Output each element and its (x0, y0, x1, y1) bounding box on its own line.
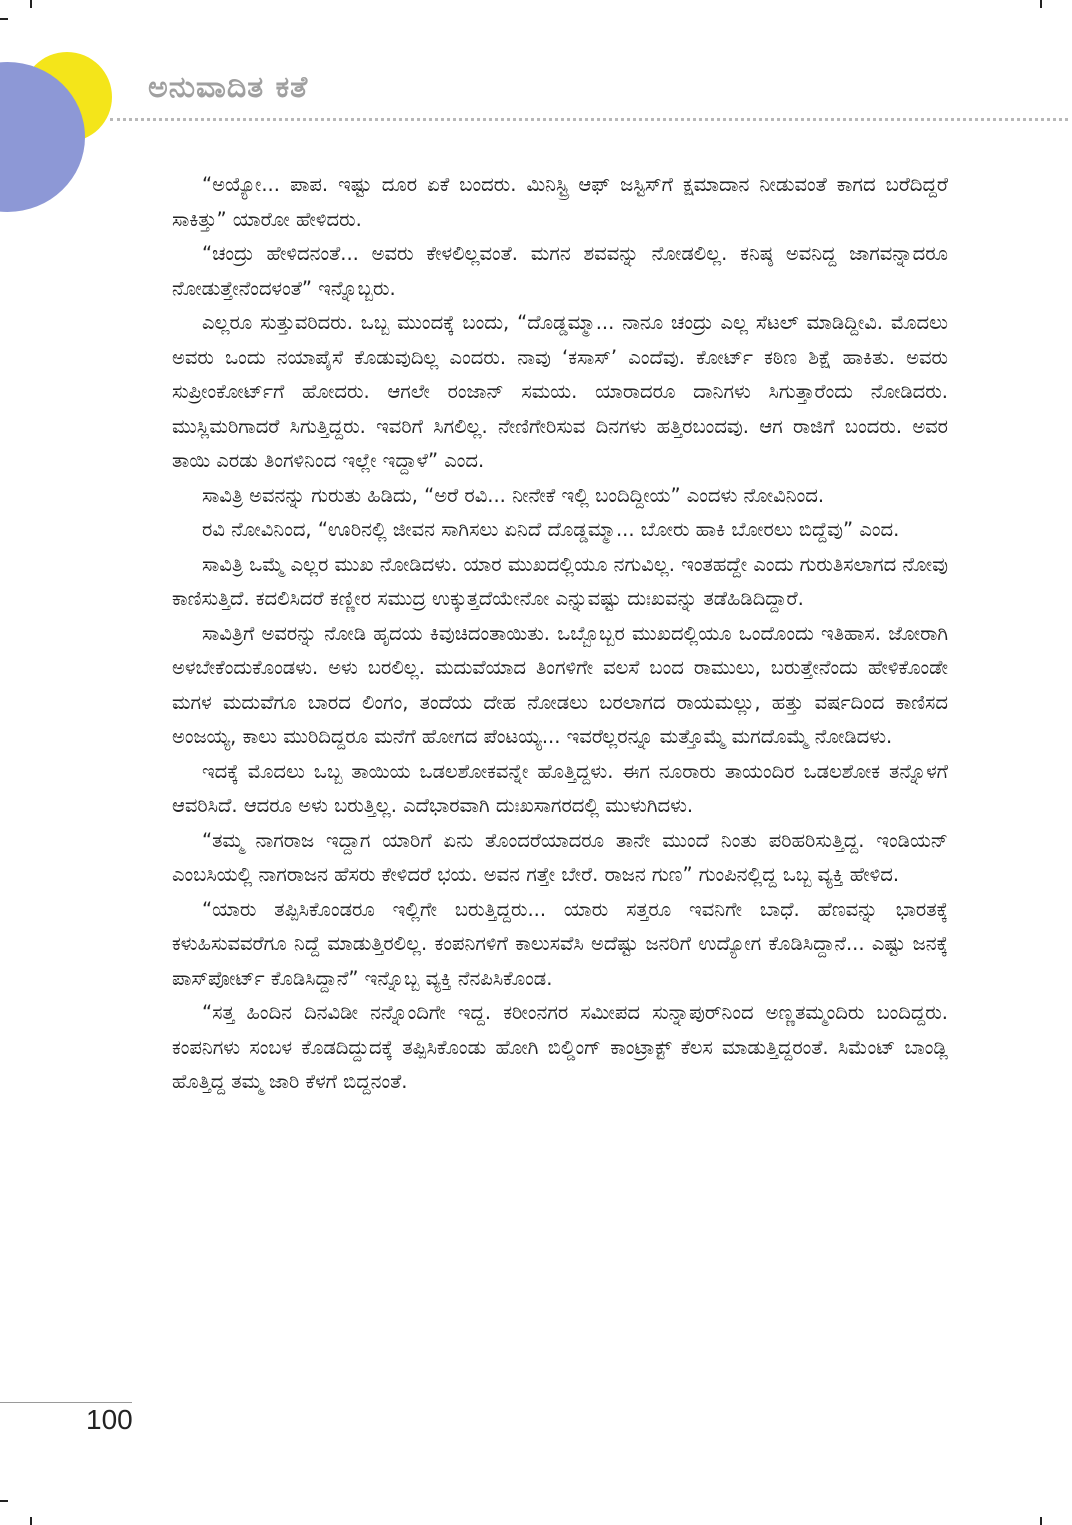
header-dotted-divider (110, 118, 1068, 121)
crop-mark-left-lower (0, 1500, 8, 1502)
story-body (172, 168, 948, 1100)
crop-mark-bottom-left (30, 1517, 32, 1525)
paragraph: ರವಿ ನೋವಿನಿಂದ, “ಊರಿನಲ್ಲಿ ಜೀವನ ಸಾಗಿಸಲು ಏನಿದೆ ದೊಡ್ಡಮ್ಮಾ... ಬೋರು ಹಾಕಿ ಬೋರಲು ಬಿದ್ದೆವು” ಎಂದ. (202, 518, 900, 541)
paragraph: “ಯಾರು ತಪ್ಪಿಸಿಕೊಂಡರೂ ಇಲ್ಲಿಗೇ ಬರುತ್ತಿದ್ದರು... ಯಾರು ಸತ್ತರೂ ಇವನಿಗೇ ಬಾಧೆ. ಹೆಣವನ್ನು ಭಾರತಕ್ಕೆ ಕಳುಹಿಸುವವರೆಗೂ ನಿದ್ದೆ ಮಾಡುತ್ತಿರಲಿಲ್ಲ. ಕಂಪನಿಗಳಿಗೆ ಕಾಲುಸವೆಸಿ ಅದೆಷ್ಟು ಜನರಿಗೆ ಉದ್ಯೋಗ ಕೊಡಿಸಿದ್ದಾನೆ... ಎಷ್ಟು ಜನಕ್ಕೆ ಪಾಸ್‌ಪೋರ್ಟ್ ಕೊಡಿಸಿದ್ದಾನೆ” ಇನ್ನೊಬ್ಬ ವ್ಯಕ್ತಿ ನೆನಪಿಸಿಕೊಂಡ. (172, 897, 948, 990)
crop-mark-left-upper (0, 18, 8, 20)
page-number: 100 (86, 1404, 133, 1435)
paragraph: ಸಾವಿತ್ರಿ ಅವನನ್ನು ಗುರುತು ಹಿಡಿದು, “ಅರೆ ರವಿ... ನೀನೇಕೆ ಇಲ್ಲಿ ಬಂದಿದ್ದೀಯ” ಎಂದಳು ನೋವಿನಿಂದ. (202, 483, 825, 507)
footer-rule (0, 1402, 132, 1403)
paragraph: “ಅಯ್ಯೋ... ಪಾಪ. ಇಷ್ಟು ದೂರ ಏಕೆ ಬಂದರು. ಮಿನಿಸ್ಟ್ರಿ ಆಫ್ ಜಸ್ಟಿಸ್‌ಗೆ ಕ್ಷಮಾದಾನ ನೀಡುವಂತೆ ಕಾಗದ ಬರೆದಿದ್ದರೆ ಸಾಕಿತ್ತು” ಯಾರೋ ಹೇಳಿದರು. (172, 173, 948, 231)
paragraph: ಸಾವಿತ್ರಿ ಒಮ್ಮೆ ಎಲ್ಲರ ಮುಖ ನೋಡಿದಳು. ಯಾರ ಮುಖದಲ್ಲಿಯೂ ನಗುವಿಲ್ಲ. ಇಂತಹದ್ದೇ ಎಂದು ಗುರುತಿಸಲಾಗದ ನೋವು ಕಾಣಿಸುತ್ತಿದೆ. ಕದಲಿಸಿದರೆ ಕಣ್ಣೀರ ಸಮುದ್ರ ಉಕ್ಕುತ್ತದೆಯೇನೋ ಎನ್ನುವಷ್ಟು ದುಃಖವನ್ನು ತಡೆಹಿಡಿದಿದ್ದಾರೆ. (172, 552, 948, 610)
paragraph: “ತಮ್ಮ ನಾಗರಾಜ ಇದ್ದಾಗ ಯಾರಿಗೆ ಏನು ತೊಂದರೆಯಾದರೂ ತಾನೇ ಮುಂದೆ ನಿಂತು ಪರಿಹರಿಸುತ್ತಿದ್ದ. ಇಂಡಿಯನ್ ಎಂಬಸಿಯಲ್ಲಿ ನಾಗರಾಜನ ಹೆಸರು ಕೇಳಿದರೆ ಭಯ. ಅವನ ಗತ್ತೇ ಬೇರೆ. ರಾಜನ ಗುಣ” ಗುಂಪಿನಲ್ಲಿದ್ದ ಒಬ್ಬ ವ್ಯಕ್ತಿ ಹೇಳಿದ. (172, 828, 948, 886)
crop-mark-bottom-right (1040, 1517, 1042, 1525)
paragraph: “ಸತ್ತ ಹಿಂದಿನ ದಿನವಿಡೀ ನನ್ನೊಂದಿಗೇ ಇದ್ದ. ಕರೀಂನಗರ ಸಮೀಪದ ಸುನ್ನಾಪುರ್‌ನಿಂದ ಅಣ್ಣತಮ್ಮಂದಿರು ಬಂದಿದ್ದರು. ಕಂಪನಿಗಳು ಸಂಬಳ ಕೊಡದಿದ್ದುದಕ್ಕೆ ತಪ್ಪಿಸಿಕೊಂಡು ಹೋಗಿ ಬಿಲ್ಡಿಂಗ್ ಕಾಂಟ್ರಾಕ್ಟ್ ಕೆಲಸ ಮಾಡುತ್ತಿದ್ದರಂತೆ. ಸಿಮೆಂಟ್ ಬಾಂಡ್ಲಿ ಹೊತ್ತಿದ್ದ ತಮ್ಮ ಜಾರಿ ಕೆಳಗೆ ಬಿದ್ದನಂತೆ. (172, 1001, 948, 1093)
paragraph: “ಚಂದ್ರು ಹೇಳಿದನಂತೆ... ಅವರು ಕೇಳಲಿಲ್ಲವಂತೆ. ಮಗನ ಶವವನ್ನು ನೋಡಲಿಲ್ಲ. ಕನಿಷ್ಠ ಅವನಿದ್ದ ಜಾಗವನ್ನಾದರೂ ನೋಡುತ್ತೇನೆಂದಳಂತೆ” ಇನ್ನೊಬ್ಬರು. (172, 242, 948, 300)
section-title: ಅನುವಾದಿತ ಕತೆ (148, 70, 309, 105)
header-decoration (0, 52, 120, 212)
crop-mark-top-right (1040, 0, 1042, 8)
paragraph: ಇದಕ್ಕೆ ಮೊದಲು ಒಬ್ಬ ತಾಯಿಯ ಒಡಲಶೋಕವನ್ನೇ ಹೊತ್ತಿದ್ದಳು. ಈಗ ನೂರಾರು ತಾಯಂದಿರ ಒಡಲಶೋಕ ತನ್ನೊಳಗೆ ಆವರಿಸಿದೆ. ಆದರೂ ಅಳು ಬರುತ್ತಿಲ್ಲ. ಎದೆಭಾರವಾಗಿ ದುಃಖಸಾಗರದಲ್ಲಿ ಮುಳುಗಿದಳು. (172, 759, 948, 817)
paragraph: ಸಾವಿತ್ರಿಗೆ ಅವರನ್ನು ನೋಡಿ ಹೃದಯ ಕಿವುಚಿದಂತಾಯಿತು. ಒಬ್ಬೊಬ್ಬರ ಮುಖದಲ್ಲಿಯೂ ಒಂದೊಂದು ಇತಿಹಾಸ. ಜೋರಾಗಿ ಅಳಬೇಕೆಂದುಕೊಂಡಳು. ಅಳು ಬರಲಿಲ್ಲ. ಮದುವೆಯಾದ ತಿಂಗಳಿಗೇ ವಲಸೆ ಬಂದ ರಾಮುಲು, ಬರುತ್ತೇನೆಂದು ಹೇಳಿಕೊಂಡೇ ಮಗಳ ಮದುವೆಗೂ ಬಾರದ ಲಿಂಗಂ, ತಂದೆಯ ದೇಹ ನೋಡಲು ಬರಲಾಗದ ರಾಯಮಲ್ಲು, ಹತ್ತು ವರ್ಷದಿಂದ ಕಾಣಿಸದ ಅಂಜಯ್ಯ, ಕಾಲು ಮುರಿದಿದ್ದರೂ ಮನೆಗೆ ಹೋಗದ ಪೆಂಟಯ್ಯ... ಇವರೆಲ್ಲರನ್ನೂ ಮತ್ತೊಮ್ಮೆ ಮಗದೊಮ್ಮೆ ನೋಡಿದಳು. (172, 621, 948, 748)
paragraph: ಎಲ್ಲರೂ ಸುತ್ತುವರಿದರು. ಒಬ್ಬ ಮುಂದಕ್ಕೆ ಬಂದು, “ದೊಡ್ಡಮ್ಮಾ... ನಾನೂ ಚಂದ್ರು ಎಲ್ಲ ಸೆಟಲ್ ಮಾಡಿದ್ದೀವಿ. ಮೊದಲು ಅವರು ಒಂದು ನಯಾಪೈಸೆ ಕೊಡುವುದಿಲ್ಲ ಎಂದರು. ನಾವು ‘ಕಸಾಸ್’ ಎಂದೆವು. ಕೋರ್ಟ್ ಕಠಿಣ ಶಿಕ್ಷೆ ಹಾಕಿತು. ಅವರು ಸುಪ್ರೀಂಕೋರ್ಟ್‌ಗೆ ಹೋದರು. ಆಗಲೇ ರಂಜಾನ್ ಸಮಯ. ಯಾರಾದರೂ ದಾನಿಗಳು ಸಿಗುತ್ತಾರೆಂದು ನೋಡಿದರು. ಮುಸ್ಲಿಮರಿಗಾದರೆ ಸಿಗುತ್ತಿದ್ದರು. ಇವರಿಗೆ ಸಿಗಲಿಲ್ಲ. ನೇಣಿಗೇರಿಸುವ ದಿನಗಳು ಹತ್ತಿರಬಂದವು. ಆಗ ರಾಜಿಗೆ ಬಂದರು. ಅವರ ತಾಯಿ ಎರಡು ತಿಂಗಳಿನಿಂದ ಇಲ್ಲೇ ಇದ್ದಾಳೆ” ಎಂದ. (172, 311, 948, 472)
crop-mark-top-left (30, 0, 32, 8)
